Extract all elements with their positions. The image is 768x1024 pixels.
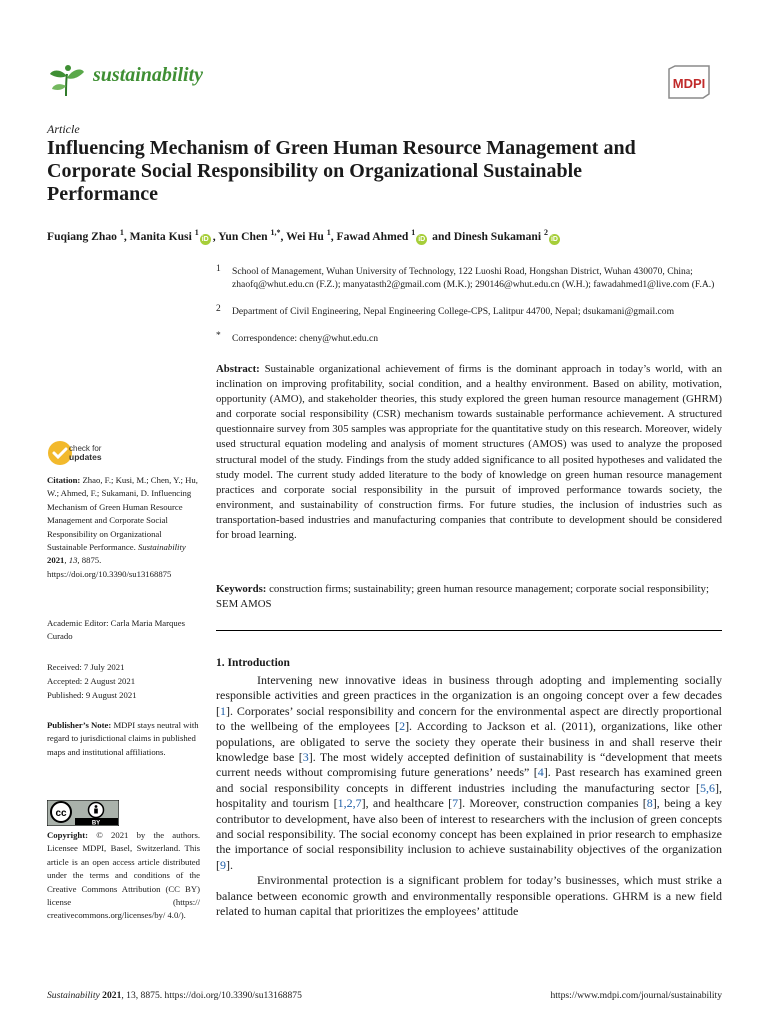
citation-link[interactable]: 8 [646, 796, 653, 811]
citation-link[interactable]: 9 [220, 857, 226, 872]
footer-year: 2021 [102, 990, 122, 1001]
author-name[interactable]: Fawad Ahmed [336, 229, 409, 243]
affiliation-text: Department of Civil Engineering, Nepal Engineering College-CPS, Lalitpur 44700, Nepal; dsukamani@gmail.com [232, 306, 675, 317]
author-name[interactable]: Wei Hu [286, 229, 324, 243]
citation-link[interactable]: 5,6 [700, 780, 715, 795]
text-run: ], and healthcare [ [361, 796, 453, 811]
citation-block: Citation: Zhao, F.; Kusi, M.; Chen, Y.; Hu, W.; Ahmed, F.; Sukamani, D. Influencing Mechanism of Green Human Resource Management and Corporate Social Responsibility on Organizational Sustainable Performance. Sustainability 2021, 13, 8875. https://doi.org/10.3390/su13168875 [47, 475, 198, 579]
author-name[interactable]: Fuqiang Zhao [47, 229, 117, 243]
citation-doi[interactable]: 8875. https://doi.org/10.3390/su13168875 [47, 555, 172, 579]
text-run: ]. The most widely accepted definition of sustainability is “development that meets current needs without compromising future generations’ needs” [ [216, 750, 722, 780]
intro-paragraph [216, 673, 722, 873]
footer-journal-url[interactable]: https://www.mdpi.com/journal/sustainability [550, 990, 722, 1001]
author-affiliation-mark: 2 [543, 228, 548, 237]
copyright-label: Copyright: [47, 830, 89, 840]
date-accepted: Accepted: 2 August 2021 [47, 676, 136, 686]
footer-citation [47, 990, 302, 1001]
author-name[interactable]: Yun Chen [218, 229, 268, 243]
affiliation-mark: * [216, 331, 221, 341]
copyright-block [47, 829, 200, 923]
section-heading: 1. Introduction [216, 657, 290, 669]
orcid-icon[interactable]: iD [201, 235, 209, 243]
date-received: Received: 7 July 2021 [47, 662, 125, 672]
text-run: ]. According to Jackson et al. (2011), organizations, like other populations, are obligated to serve the society they operate their business in and shall reserve their knowledge base [ [216, 719, 722, 765]
check-updates-label: check for [69, 444, 102, 453]
correspondence-text: Correspondence: cheny@whut.edu.cn [232, 333, 379, 344]
footer-doi[interactable]: , 13, 8875. https://doi.org/10.3390/su13168875 [121, 990, 302, 1001]
citation-label: Citation: [47, 475, 81, 485]
author-name[interactable]: Manita Kusi [129, 229, 192, 243]
citation-volume: 13 [68, 555, 78, 566]
citation-text: Zhao, F.; Kusi, M.; Chen, Y.; Hu, W.; Ahmed, F.; Sukamani, D. Influencing Mechanism of Green Human Resource Management and Corporate Social Responsibility on Organizational Sustainable Performance. [47, 475, 198, 553]
intro-paragraph: Environmental protection is a significant problem for today’s businesses, which must strike a balance between economic growth and environmentally responsible operations. GHRM is a new field related to human capital that prioritizes the employees’ attitude [216, 873, 722, 919]
sustainability-leaf-logo-icon [46, 60, 86, 100]
affiliation-text: School of Management, Wuhan University of Technology, 122 Luoshi Road, Hongshan District, Wuhan 430070, China; zhaofq@whut.edu.cn (F.Z.); manyatasth2@gmail.com (M.K.); 290146@whut.edu.cn (W.H.); fawadahmed1@live.com (F.A.) [232, 266, 715, 291]
svg-text:cc: cc [55, 808, 67, 819]
text-run: ]. [226, 857, 233, 872]
section-divider [216, 630, 722, 631]
check-for-updates-button[interactable] [47, 440, 147, 466]
text-run: Intervening new innovative ideas in business through adopting and implementing socially responsible activities and green practices in the organization is an ongoing concept over a few decades [ [216, 673, 722, 718]
author-affiliation-mark: 1 [326, 228, 331, 237]
mdpi-logo-icon [666, 64, 712, 100]
abstract-label: Abstract: [216, 363, 260, 375]
copyright-text: © 2021 by the authors. Licensee MDPI, Basel, Switzerland. This article is an open access article distributed under the terms and conditions of the Creative Commons Attribution (CC BY) license (https:// creativecommons.org/licenses/by/ 4.0/). [47, 830, 200, 921]
author-affiliation-mark: 1,* [270, 228, 281, 237]
publisher-note [47, 719, 200, 759]
date-published: Published: 9 August 2021 [47, 690, 137, 700]
citation-link[interactable]: 3 [302, 750, 309, 765]
author-affiliation-mark: 1 [194, 228, 199, 237]
academic-editor: Academic Editor: Carla Maria Marques Curado [47, 618, 185, 642]
keywords [216, 582, 722, 612]
footer-journal: Sustainability [47, 990, 100, 1001]
text-run: ], being a key contributor to development, have also been of interest to researchers with the inclusion of green concepts and social responsibility. The social economy concept has been explained in prior research to emphasize the importance of social responsibility inclusion to achieve sustainability objectives of the organization [ [216, 796, 723, 872]
publisher-note-label: Publisher’s Note: [47, 720, 112, 730]
citation-link[interactable]: 4 [537, 765, 544, 780]
cc-by-license-icon[interactable] [47, 800, 119, 826]
orcid-icon[interactable]: iD [418, 235, 426, 243]
author-name[interactable]: Dinesh Sukamani [453, 229, 542, 243]
author-affiliation-mark: 1 [411, 228, 416, 237]
citation-year: 2021 [47, 555, 65, 566]
orcid-icon[interactable]: iD [550, 235, 558, 243]
svg-text:MDPI: MDPI [672, 76, 706, 91]
journal-name: sustainability [93, 64, 204, 86]
abstract-text: Sustainable organizational achievement of firms is the dominant approach in today’s world, with an inclination on improving profitability, social condition, and a healthy environment. Based on ability, motivation, opportunity (AMO), and stakeholder theories, this study explored the green human resource management (GHRM) and corporate social responsibility (CSR) mechanism towards sustainable performance achievement. A structured questionnaire survey from 305 samples was appropriate for the quantitative study on this research. Moreover, widely used structural equation modeling and analysis of moment structures (AMOS) was used to analyze the proposed structural model of the study. Findings from the study added significance to all posited hypotheses and validated the study model. The current study added literature to the body of knowledge on green human resource management practices and corporate social responsibility in the pursuit of improved performance towards society, the environment, and sustainability of construction firms. For future studies, the inclusion of industries such as transportation-based industries and manufacturing companies that contribute to development should be considered for broad learning. [216, 363, 722, 542]
author-list: Fuqiang Zhao $^1$, Manita Kusi $^1$iD , Yun Chen $^{1,*}$, Wei Hu $^1$, Fawad Ahmed $^1$iD and Dinesh Sukamani $^2$iD [47, 228, 558, 243]
text-run: ]. Corporates’ social responsibility and concern for the environmental aspect are directly proportional to the wellbeing of the employees [ [216, 703, 722, 734]
cc-label: BY [91, 820, 101, 826]
citation-journal: Sustainability [137, 542, 186, 553]
publisher-note-text: MDPI stays neutral with regard to jurisdictional claims in published maps and institutional affiliations. [47, 720, 199, 757]
citation-link[interactable]: 7 [452, 796, 459, 811]
text-run: ]. Moreover, construction companies [ [458, 796, 647, 811]
citation-link[interactable]: 2 [399, 719, 406, 734]
citation-link[interactable]: 1 [220, 703, 226, 718]
author-affiliation-mark: 1 [119, 228, 124, 237]
citation-link[interactable]: 1,2,7 [337, 796, 362, 811]
text-run: ]. Past research has examined green and social responsibility concepts in different industries including the manufacturing sector [ [216, 765, 722, 795]
article-type: Article [47, 122, 80, 136]
abstract [216, 362, 722, 543]
affiliation-mark: 1 [216, 264, 221, 274]
keywords-label: Keywords: [216, 583, 267, 595]
author-and: and [432, 229, 451, 243]
article-title: Influencing Mechanism of Green Human Resource Management and Corporate Social Responsibility on Organizational Sustainable Performance [47, 137, 636, 205]
intro-body [216, 673, 722, 920]
text-run: ], hospitality and tourism [ [216, 780, 722, 811]
affiliation-mark: 2 [216, 304, 221, 314]
check-updates-label-bold: updates [69, 452, 102, 462]
keywords-text: construction firms; sustainability; green human resource management; corporate social responsibility; SEM AMOS [216, 583, 709, 611]
